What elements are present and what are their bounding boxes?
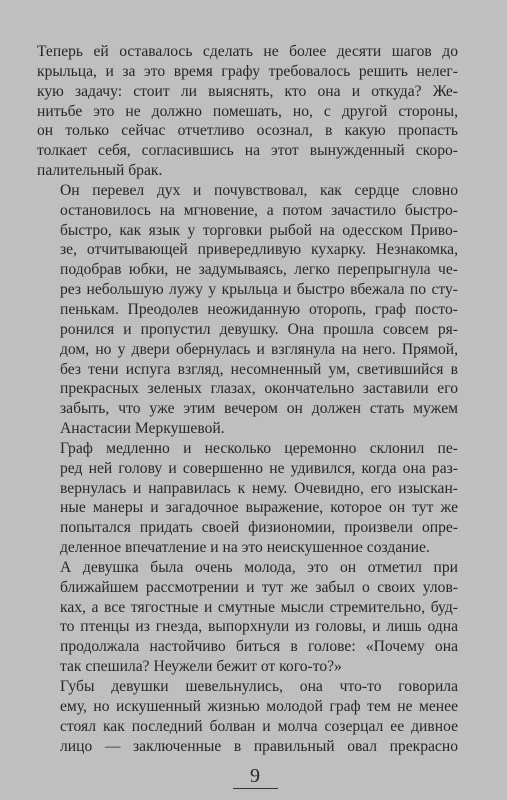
text-line: пенькам. Преодолев неожиданную оторопь, граф посто- (60, 300, 458, 318)
text-line: А девушка была очень молода, это он отметил при (60, 558, 458, 576)
text-line: ные манеры и загадочное выражение, которое он тут же (60, 499, 458, 517)
text-line: зе, отчитывающей привередливую кухарку. Незнакомка, (60, 241, 458, 259)
text-line: кую задачу: стоит ли выяснять, кто она и откуда? Же- (37, 82, 458, 100)
text-line: подобрав юбки, не задумываясь, легко перепрыгнула че- (60, 261, 458, 279)
text-line: Теперь ей оставалось сделать не более десяти шагов до (37, 43, 458, 60)
paragraph (37, 558, 458, 677)
text-line: то птенцы из гнезда, выпорхнули из головы, и лишь одна (60, 618, 458, 636)
text-line: остановилось на мгновение, а потом зачастило быстро- (60, 201, 458, 219)
text-line: забыть, что уже этим вечером он должен стать мужем (60, 400, 458, 418)
text-line: Он перевел дух и почувствовал, как сердце словно (60, 181, 458, 199)
text-line: лицо — заключенные в правильный овал прекрасно (60, 737, 458, 755)
paragraph (37, 181, 458, 439)
text-line: крыльца, и за это время графу требовалось решить нелег- (37, 62, 458, 80)
text-line: вернулась и направилась к нему. Очевидно, его изыскан- (60, 479, 458, 497)
text-line: толкает себя, согласившись на этот вынужденный скоро- (37, 142, 458, 160)
text-line: Граф медленно и несколько церемонно склонил пе- (60, 439, 458, 457)
text-line: Анастасии Меркушевой. (60, 420, 225, 438)
text-line: он только сейчас отчетливо осознал, в какую пропасть (37, 122, 458, 140)
text-line: стоял как последний болван и молча созерцал ее дивное (60, 717, 458, 735)
page-number-underline (233, 788, 278, 789)
text-line: ронился и пропустил девушку. Она прошла совсем ря- (60, 320, 458, 338)
page-body-text (37, 42, 458, 756)
text-line: ему, но искушенный жизнью молодой граф тем не менее (60, 697, 458, 715)
paragraph (37, 42, 458, 181)
text-line: деленное впечатление и на это неискушенное создание. (60, 539, 430, 557)
text-line: ближайшем рассмотрении и тут же забыл о своих улов- (60, 578, 458, 596)
text-line: продолжала настойчиво биться в голове: «Почему она (60, 638, 458, 656)
text-line: попытался придать своей физиономии, произвели опре- (60, 519, 458, 537)
text-line: ред ней голову и совершенно не удивился, когда она раз- (60, 459, 458, 477)
paragraph (37, 439, 458, 558)
paragraph (37, 677, 458, 756)
text-line: Губы девушки шевельнулись, она что-то говорила (60, 678, 458, 695)
text-line: рез небольшую лужу у крыльца и быстро вбежала по сту- (60, 281, 458, 299)
text-line: прекрасных зеленых глазах, окончательно заставили его (60, 380, 458, 398)
text-line: нитьбе это не должно помешать, но, с другой стороны, (37, 102, 458, 120)
text-line: без тени испуга взгляд, несомненный ум, светившийся в (60, 360, 458, 378)
text-line: дом, но у двери обернулась и взглянула на него. Прямой, (60, 340, 458, 358)
text-line: ках, а все тягостные и смутные мысли стремительно, буд- (60, 598, 458, 616)
text-line: быстро, как язык у торговки рыбой на одесском Приво- (60, 221, 458, 239)
text-line: так спешила? Неужели бежит от кого-то?» (60, 658, 342, 676)
page-number: 9 (250, 765, 260, 787)
text-line: палительный брак. (37, 162, 163, 180)
